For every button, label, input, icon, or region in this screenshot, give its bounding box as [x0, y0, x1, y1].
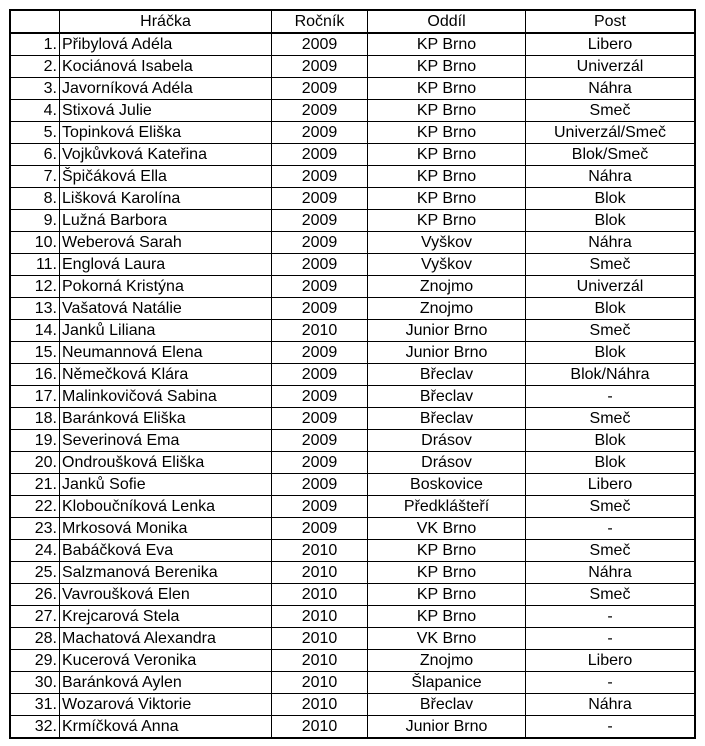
- table-row: [10, 628, 695, 650]
- club-name: Junior Brno: [368, 716, 526, 739]
- position: Blok/Smeč: [526, 144, 696, 166]
- row-number: 21.: [10, 474, 60, 496]
- table-row: [10, 320, 695, 342]
- header-year: Ročník: [272, 10, 368, 33]
- club-name: Břeclav: [368, 386, 526, 408]
- position: Libero: [526, 474, 696, 496]
- table-row: [10, 188, 695, 210]
- row-number: 12.: [10, 276, 60, 298]
- position: -: [526, 606, 696, 628]
- position: -: [526, 716, 696, 739]
- row-number: 1.: [10, 33, 60, 56]
- table-row: [10, 386, 695, 408]
- position: Libero: [526, 33, 696, 56]
- row-number: 16.: [10, 364, 60, 386]
- player-name: Němečková Klára: [60, 364, 272, 386]
- row-number: 20.: [10, 452, 60, 474]
- club-name: VK Brno: [368, 518, 526, 540]
- birth-year: 2009: [272, 298, 368, 320]
- header-row: [10, 10, 695, 33]
- row-number: 25.: [10, 562, 60, 584]
- birth-year: 2009: [272, 496, 368, 518]
- club-name: Břeclav: [368, 408, 526, 430]
- birth-year: 2010: [272, 672, 368, 694]
- roster-table: [9, 9, 696, 739]
- birth-year: 2009: [272, 56, 368, 78]
- position: -: [526, 628, 696, 650]
- position: -: [526, 672, 696, 694]
- birth-year: 2009: [272, 386, 368, 408]
- birth-year: 2009: [272, 408, 368, 430]
- row-number: 8.: [10, 188, 60, 210]
- header-position: Post: [526, 10, 696, 33]
- player-name: Lišková Karolína: [60, 188, 272, 210]
- row-number: 5.: [10, 122, 60, 144]
- table-row: [10, 342, 695, 364]
- position: Blok: [526, 430, 696, 452]
- player-name: Babáčková Eva: [60, 540, 272, 562]
- player-name: Ondroušková Eliška: [60, 452, 272, 474]
- table-row: [10, 716, 695, 739]
- row-number: 29.: [10, 650, 60, 672]
- table-row: [10, 584, 695, 606]
- player-name: Krmíčková Anna: [60, 716, 272, 739]
- table-row: [10, 144, 695, 166]
- table-row: [10, 78, 695, 100]
- club-name: Znojmo: [368, 298, 526, 320]
- table-row: [10, 562, 695, 584]
- birth-year: 2009: [272, 188, 368, 210]
- club-name: KP Brno: [368, 210, 526, 232]
- birth-year: 2009: [272, 452, 368, 474]
- player-name: Baránková Eliška: [60, 408, 272, 430]
- table-row: [10, 540, 695, 562]
- club-name: KP Brno: [368, 100, 526, 122]
- birth-year: 2009: [272, 210, 368, 232]
- birth-year: 2009: [272, 254, 368, 276]
- row-number: 32.: [10, 716, 60, 739]
- row-number: 18.: [10, 408, 60, 430]
- club-name: KP Brno: [368, 188, 526, 210]
- birth-year: 2009: [272, 232, 368, 254]
- table-row: [10, 100, 695, 122]
- row-number: 26.: [10, 584, 60, 606]
- row-number: 19.: [10, 430, 60, 452]
- birth-year: 2009: [272, 276, 368, 298]
- birth-year: 2009: [272, 122, 368, 144]
- row-number: 9.: [10, 210, 60, 232]
- table-row: [10, 672, 695, 694]
- position: Smeč: [526, 540, 696, 562]
- table-row: [10, 606, 695, 628]
- player-name: Kucerová Veronika: [60, 650, 272, 672]
- position: Blok: [526, 188, 696, 210]
- player-name: Vašatová Natálie: [60, 298, 272, 320]
- club-name: Znojmo: [368, 276, 526, 298]
- player-name: Janků Liliana: [60, 320, 272, 342]
- player-name: Krejcarová Stela: [60, 606, 272, 628]
- club-name: Boskovice: [368, 474, 526, 496]
- row-number: 10.: [10, 232, 60, 254]
- birth-year: 2010: [272, 320, 368, 342]
- position: Blok: [526, 210, 696, 232]
- player-name: Salzmanová Berenika: [60, 562, 272, 584]
- birth-year: 2010: [272, 540, 368, 562]
- position: Univerzál: [526, 276, 696, 298]
- position: Náhra: [526, 694, 696, 716]
- row-number: 24.: [10, 540, 60, 562]
- club-name: KP Brno: [368, 606, 526, 628]
- position: Univerzál/Smeč: [526, 122, 696, 144]
- row-number: 28.: [10, 628, 60, 650]
- club-name: Břeclav: [368, 364, 526, 386]
- club-name: Šlapanice: [368, 672, 526, 694]
- position: Blok/Náhra: [526, 364, 696, 386]
- club-name: Břeclav: [368, 694, 526, 716]
- row-number: 27.: [10, 606, 60, 628]
- row-number: 4.: [10, 100, 60, 122]
- position: Smeč: [526, 496, 696, 518]
- position: Smeč: [526, 408, 696, 430]
- club-name: KP Brno: [368, 78, 526, 100]
- table-row: [10, 210, 695, 232]
- row-number: 6.: [10, 144, 60, 166]
- player-name: Vojkůvková Kateřina: [60, 144, 272, 166]
- birth-year: 2009: [272, 100, 368, 122]
- row-number: 13.: [10, 298, 60, 320]
- position: Náhra: [526, 166, 696, 188]
- position: Blok: [526, 452, 696, 474]
- player-name: Severinová Ema: [60, 430, 272, 452]
- table-row: [10, 56, 695, 78]
- table-row: [10, 254, 695, 276]
- player-name: Wozarová Viktorie: [60, 694, 272, 716]
- club-name: KP Brno: [368, 122, 526, 144]
- club-name: Drásov: [368, 430, 526, 452]
- row-number: 7.: [10, 166, 60, 188]
- position: Blok: [526, 298, 696, 320]
- table-row: [10, 364, 695, 386]
- position: Smeč: [526, 320, 696, 342]
- row-number: 15.: [10, 342, 60, 364]
- row-number: 11.: [10, 254, 60, 276]
- row-number: 17.: [10, 386, 60, 408]
- roster-body: [10, 33, 695, 738]
- birth-year: 2009: [272, 342, 368, 364]
- player-name: Malinkovičová Sabina: [60, 386, 272, 408]
- position: Libero: [526, 650, 696, 672]
- table-row: [10, 166, 695, 188]
- table-row: [10, 122, 695, 144]
- player-name: Kociánová Isabela: [60, 56, 272, 78]
- position: -: [526, 518, 696, 540]
- row-number: 30.: [10, 672, 60, 694]
- player-name: Topinková Eliška: [60, 122, 272, 144]
- position: Smeč: [526, 254, 696, 276]
- club-name: Junior Brno: [368, 342, 526, 364]
- birth-year: 2010: [272, 694, 368, 716]
- player-name: Stixová Julie: [60, 100, 272, 122]
- position: Náhra: [526, 562, 696, 584]
- player-name: Špičáková Ella: [60, 166, 272, 188]
- player-name: Kloboučníková Lenka: [60, 496, 272, 518]
- birth-year: 2010: [272, 716, 368, 739]
- row-number: 2.: [10, 56, 60, 78]
- player-name: Neumannová Elena: [60, 342, 272, 364]
- club-name: Předklášteří: [368, 496, 526, 518]
- position: Náhra: [526, 78, 696, 100]
- club-name: Vyškov: [368, 232, 526, 254]
- birth-year: 2009: [272, 474, 368, 496]
- club-name: VK Brno: [368, 628, 526, 650]
- row-number: 22.: [10, 496, 60, 518]
- table-row: [10, 518, 695, 540]
- table-row: [10, 430, 695, 452]
- birth-year: 2009: [272, 364, 368, 386]
- player-name: Weberová Sarah: [60, 232, 272, 254]
- club-name: KP Brno: [368, 584, 526, 606]
- table-row: [10, 276, 695, 298]
- row-number: 14.: [10, 320, 60, 342]
- player-name: Baránková Aylen: [60, 672, 272, 694]
- club-name: KP Brno: [368, 562, 526, 584]
- club-name: Drásov: [368, 452, 526, 474]
- table-row: [10, 496, 695, 518]
- header-club: Oddíl: [368, 10, 526, 33]
- table-row: [10, 474, 695, 496]
- player-name: Lužná Barbora: [60, 210, 272, 232]
- table-row: [10, 694, 695, 716]
- club-name: KP Brno: [368, 144, 526, 166]
- header-number: [10, 10, 60, 33]
- birth-year: 2009: [272, 144, 368, 166]
- position: Smeč: [526, 100, 696, 122]
- player-name: Javorníková Adéla: [60, 78, 272, 100]
- club-name: Znojmo: [368, 650, 526, 672]
- table-row: [10, 298, 695, 320]
- club-name: KP Brno: [368, 56, 526, 78]
- row-number: 23.: [10, 518, 60, 540]
- club-name: Vyškov: [368, 254, 526, 276]
- position: Náhra: [526, 232, 696, 254]
- position: -: [526, 386, 696, 408]
- club-name: Junior Brno: [368, 320, 526, 342]
- player-name: Machatová Alexandra: [60, 628, 272, 650]
- birth-year: 2010: [272, 628, 368, 650]
- position: Univerzál: [526, 56, 696, 78]
- position: Blok: [526, 342, 696, 364]
- birth-year: 2009: [272, 430, 368, 452]
- birth-year: 2009: [272, 166, 368, 188]
- player-name: Janků Sofie: [60, 474, 272, 496]
- table-row: [10, 33, 695, 56]
- birth-year: 2010: [272, 650, 368, 672]
- row-number: 31.: [10, 694, 60, 716]
- player-name: Přibylová Adéla: [60, 33, 272, 56]
- birth-year: 2010: [272, 562, 368, 584]
- position: Smeč: [526, 584, 696, 606]
- player-name: Pokorná Kristýna: [60, 276, 272, 298]
- club-name: KP Brno: [368, 540, 526, 562]
- table-row: [10, 408, 695, 430]
- header-player: Hráčka: [60, 10, 272, 33]
- table-row: [10, 452, 695, 474]
- birth-year: 2010: [272, 606, 368, 628]
- birth-year: 2009: [272, 33, 368, 56]
- row-number: 3.: [10, 78, 60, 100]
- table-row: [10, 650, 695, 672]
- birth-year: 2009: [272, 518, 368, 540]
- table-row: [10, 232, 695, 254]
- player-name: Vavroušková Elen: [60, 584, 272, 606]
- player-name: Englová Laura: [60, 254, 272, 276]
- birth-year: 2010: [272, 584, 368, 606]
- birth-year: 2009: [272, 78, 368, 100]
- club-name: KP Brno: [368, 166, 526, 188]
- club-name: KP Brno: [368, 33, 526, 56]
- player-name: Mrkosová Monika: [60, 518, 272, 540]
